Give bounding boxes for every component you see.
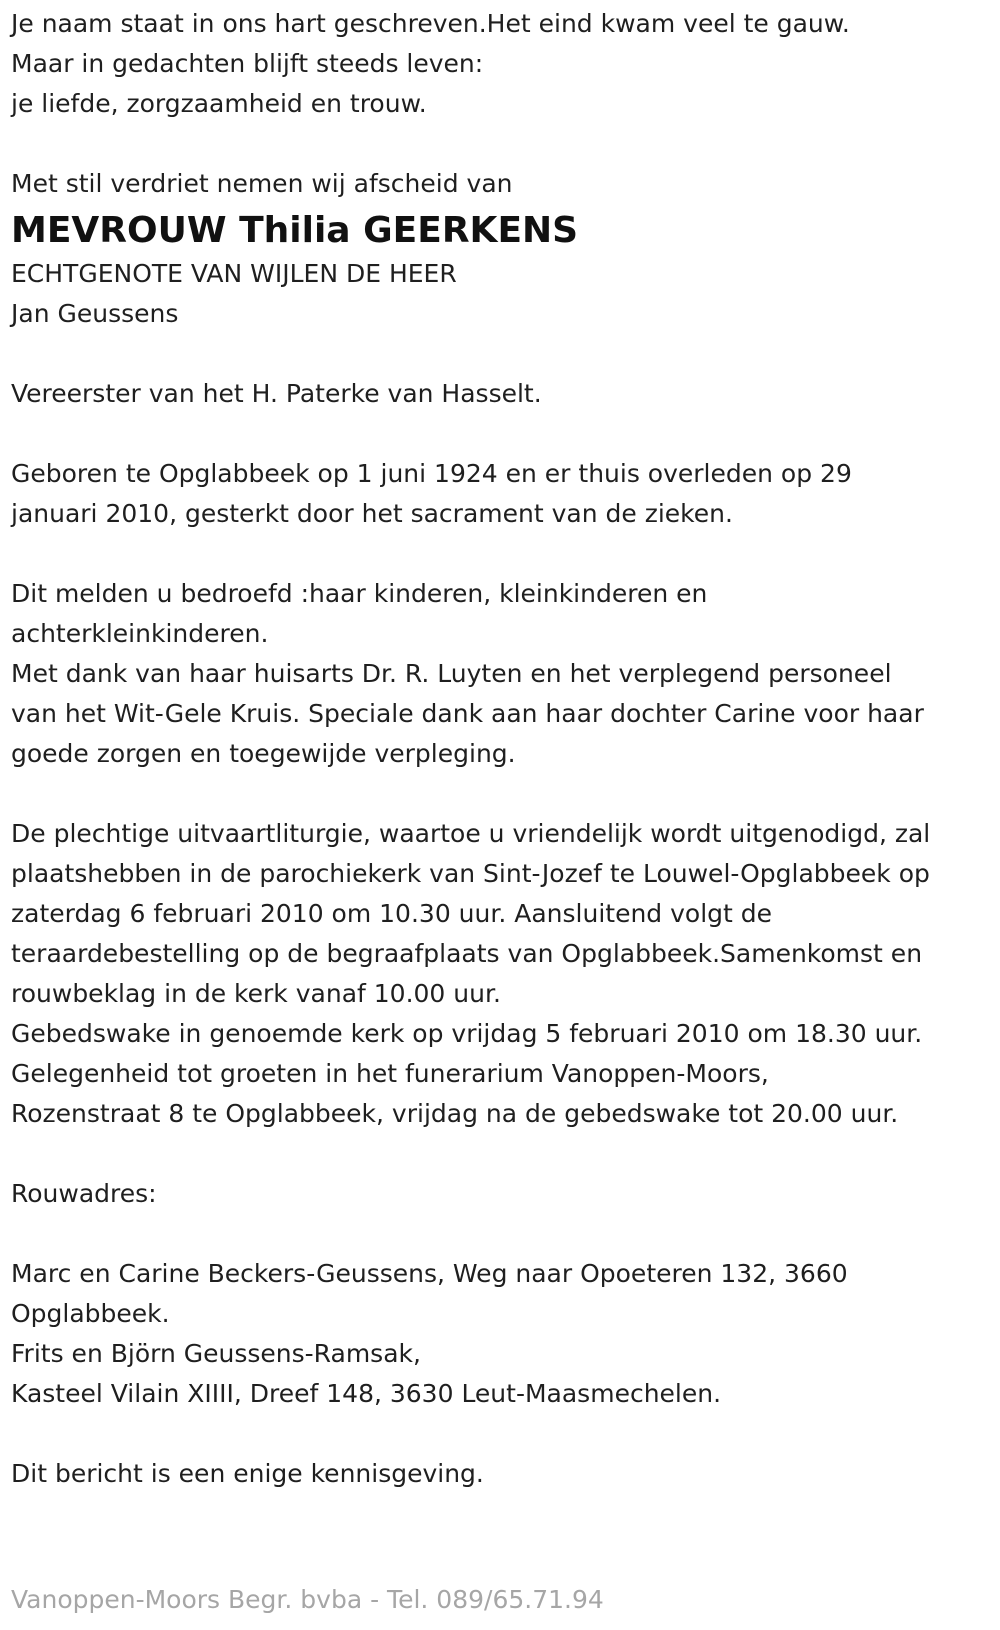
address-line: Kasteel Vilain XIIII, Dreef 148, 3630 Leut-Maasmechelen. (11, 1379, 722, 1408)
funeral-home-footer: Vanoppen-Moors Begr. bvba - Tel. 089/65.71.94 (11, 1585, 604, 1614)
address-line: Marc en Carine Beckers-Geussens, Weg naar Opoeteren 132, 3660 (11, 1259, 848, 1288)
spacer (11, 334, 996, 374)
obituary-notice (11, 4, 996, 1494)
paragraph-line: De plechtige uitvaartliturgie, waartoe u vriendelijk wordt uitgenodigd, zal (11, 819, 931, 848)
spacer (11, 774, 996, 814)
paragraph-line: goede zorgen en toegewijde verpleging. (11, 739, 516, 768)
poem-line: je liefde, zorgzaamheid en trouw. (11, 89, 427, 118)
address-line: Opglabbeek. (11, 1299, 170, 1328)
spacer (11, 1214, 996, 1254)
paragraph-line: teraardebestelling op de begraafplaats van Opglabbeek.Samenkomst en (11, 939, 923, 968)
paragraph-line: Gebedswake in genoemde kerk op vrijdag 5 februari 2010 om 18.30 uur. (11, 1019, 923, 1048)
paragraph-line: Geboren te Opglabbeek op 1 juni 1924 en er thuis overleden op 29 (11, 459, 852, 488)
address-label: Rouwadres: (11, 1179, 157, 1208)
poem (11, 4, 996, 124)
paragraph-line: achterkleinkinderen. (11, 619, 269, 648)
veneration-text: Vereerster van het H. Paterke van Hasselt. (11, 379, 542, 408)
paragraph-line: rouwbeklag in de kerk vanaf 10.00 uur. (11, 979, 501, 1008)
poem-line: Maar in gedachten blijft steeds leven: (11, 49, 484, 78)
deceased-spouse: Jan Geussens (11, 299, 179, 328)
paragraph-line: Gelegenheid tot groeten in het funerarium Vanoppen-Moors, (11, 1059, 769, 1088)
spacer (11, 1134, 996, 1174)
paragraph-line: Met dank van haar huisarts Dr. R. Luyten en het verplegend personeel (11, 659, 892, 688)
birth-death-paragraph (11, 454, 996, 534)
deceased-relation: ECHTGENOTE VAN WIJLEN DE HEER (11, 259, 457, 288)
intro-text: Met stil verdriet nemen wij afscheid van (11, 169, 513, 198)
announcement-paragraph (11, 574, 996, 774)
address-line: Frits en Björn Geussens-Ramsak, (11, 1339, 421, 1368)
paragraph-line: Rozenstraat 8 te Opglabbeek, vrijdag na de gebedswake tot 20.00 uur. (11, 1099, 899, 1128)
paragraph-line: zaterdag 6 februari 2010 om 10.30 uur. Aansluitend volgt de (11, 899, 773, 928)
spacer (11, 1414, 996, 1454)
spacer (11, 414, 996, 454)
poem-line: Je naam staat in ons hart geschreven.Het eind kwam veel te gauw. (11, 9, 850, 38)
paragraph-line: januari 2010, gesterkt door het sacrament van de zieken. (11, 499, 733, 528)
paragraph-line: Dit melden u bedroefd :haar kinderen, kleinkinderen en (11, 579, 708, 608)
address-list (11, 1254, 996, 1414)
ceremony-paragraph (11, 814, 996, 1134)
closing-text: Dit bericht is een enige kennisgeving. (11, 1459, 484, 1488)
spacer (11, 534, 996, 574)
spacer (11, 124, 996, 164)
deceased-name: MEVROUW Thilia GEERKENS (11, 210, 579, 251)
paragraph-line: plaatshebben in de parochiekerk van Sint-Jozef te Louwel-Opglabbeek op (11, 859, 930, 888)
paragraph-line: van het Wit-Gele Kruis. Speciale dank aan haar dochter Carine voor haar (11, 699, 924, 728)
